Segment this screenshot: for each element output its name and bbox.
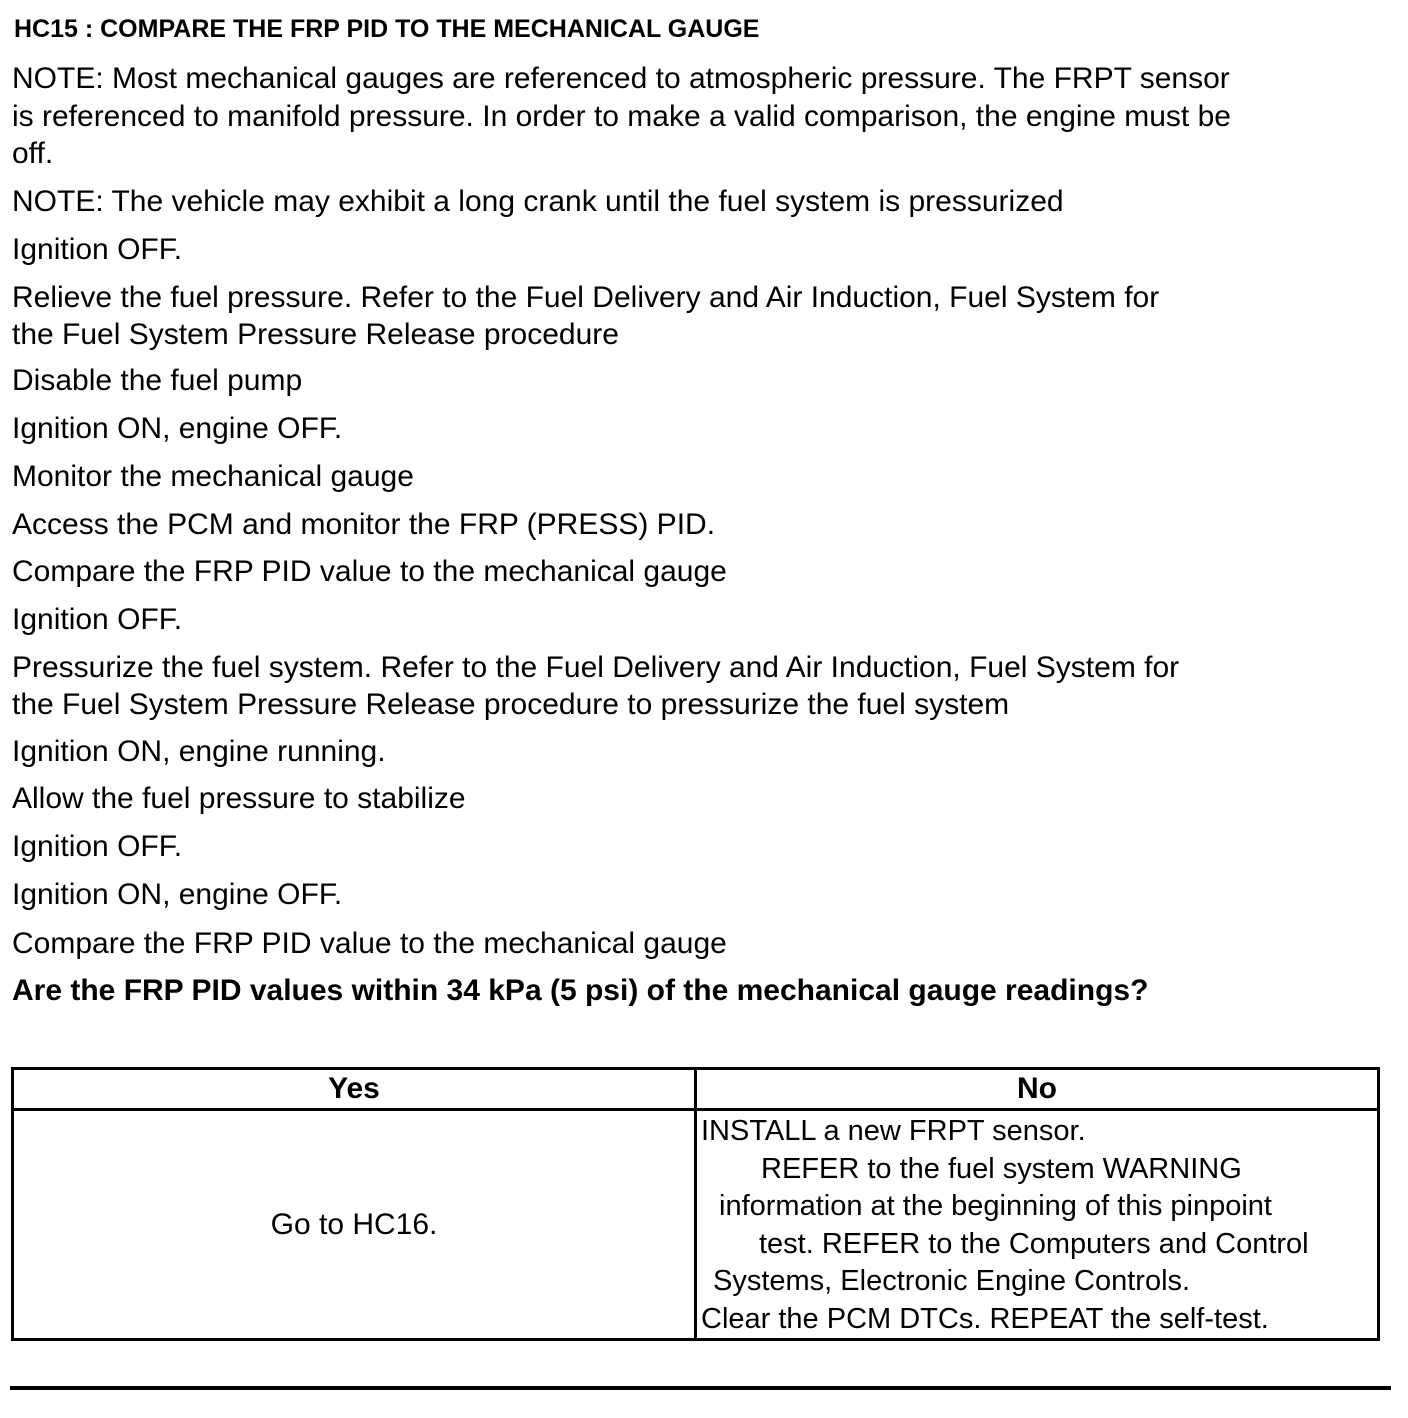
- step-line: Ignition ON, engine OFF.: [12, 412, 343, 445]
- note-line: is referenced to manifold pressure. In order to make a valid comparison, the engine must be: [12, 100, 1231, 133]
- no-action-line: INSTALL a new FRPT sensor.: [701, 1115, 1086, 1147]
- decision-question: Are the FRP PID values within 34 kPa (5 psi) of the mechanical gauge readings?: [12, 974, 1149, 1007]
- step-line: Relieve the fuel pressure. Refer to the Fuel Delivery and Air Induction, Fuel System for: [12, 281, 1160, 314]
- note-line: NOTE: Most mechanical gauges are referenced to atmospheric pressure. The FRPT sensor: [12, 62, 1230, 95]
- step-line: Ignition OFF.: [12, 830, 183, 863]
- note-line: off.: [12, 137, 54, 170]
- no-action-line: information at the beginning of this pinpoint: [719, 1190, 1272, 1222]
- yes-cell: [13, 1110, 696, 1340]
- step-line: Pressurize the fuel system. Refer to the Fuel Delivery and Air Induction, Fuel System for: [12, 651, 1180, 684]
- note-line: NOTE: The vehicle may exhibit a long crank until the fuel system is pressurized: [12, 185, 1064, 218]
- step-line: Allow the fuel pressure to stabilize: [12, 782, 466, 815]
- step-line: Access the PCM and monitor the FRP (PRESS) PID.: [12, 508, 716, 541]
- answer-table: [11, 1067, 1380, 1341]
- step-line: Compare the FRP PID value to the mechanical gauge: [12, 927, 727, 960]
- no-action-line: REFER to the fuel system WARNING: [761, 1152, 1242, 1185]
- step-line: Ignition OFF.: [12, 233, 183, 266]
- step-line: the Fuel System Pressure Release procedure: [12, 318, 619, 351]
- no-action-line: Systems, Electronic Engine Controls.: [713, 1265, 1191, 1297]
- step-line: Disable the fuel pump: [12, 364, 303, 397]
- bottom-divider: [10, 1386, 1391, 1390]
- no-header: No: [696, 1069, 1379, 1110]
- table-row: [13, 1110, 1379, 1340]
- yes-header: Yes: [13, 1069, 696, 1110]
- step-line: Ignition ON, engine OFF.: [12, 878, 343, 911]
- step-line: Ignition ON, engine running.: [12, 735, 386, 768]
- step-line: Monitor the mechanical gauge: [12, 460, 414, 493]
- page-title: HC15 : COMPARE THE FRP PID TO THE MECHANICAL GAUGE: [14, 15, 760, 43]
- yes-action-text: Go to HC16.: [270, 1207, 438, 1241]
- no-action-line: test. REFER to the Computers and Control: [759, 1227, 1309, 1260]
- step-line: the Fuel System Pressure Release procedure to pressurize the fuel system: [12, 688, 1010, 721]
- table-header-row: [13, 1069, 1379, 1110]
- step-line: Compare the FRP PID value to the mechanical gauge: [12, 555, 727, 588]
- no-action-line: Clear the PCM DTCs. REPEAT the self-test.: [701, 1302, 1269, 1335]
- no-cell: [696, 1110, 1379, 1340]
- step-line: Ignition OFF.: [12, 603, 183, 636]
